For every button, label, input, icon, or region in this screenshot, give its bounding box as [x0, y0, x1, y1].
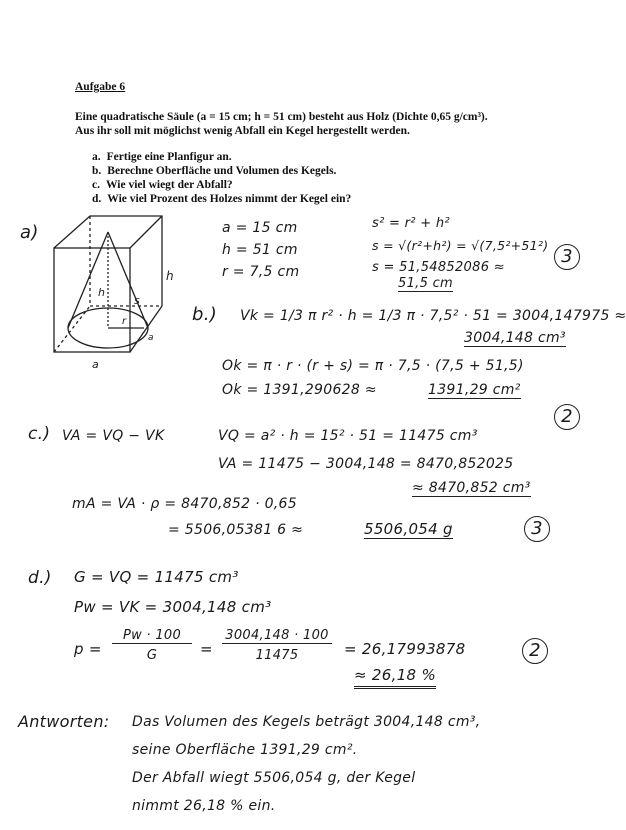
exercise-title: Aufgabe 6 [75, 81, 126, 93]
prism-top-edge [130, 216, 162, 248]
intro-line-1: Eine quadratische Säule (a = 15 cm; h = 51 cm) besteht aus Holz (Dichte 0,65 g/cm³). [75, 111, 488, 123]
waste-mass-result: 5506,054 g [364, 520, 453, 538]
score-b: 2 [554, 404, 580, 430]
slant-result: 51,5 cm [398, 276, 453, 291]
base-value-line: G = VQ = 11475 cm³ [74, 568, 239, 586]
task-item-c [92, 178, 351, 192]
cone-side-left [68, 232, 108, 328]
waste-volume-result: ≈ 8470,852 cm³ [412, 480, 531, 496]
prism-volume-line: VQ = a² · h = 15² · 51 = 11475 cm³ [218, 428, 478, 444]
cone-surface-line-1: Ok = π · r · (r + s) = π · 7,5 · (7,5 + 51,5) [222, 358, 524, 374]
task-letter: c. [92, 179, 100, 191]
score-a: 3 [554, 244, 580, 270]
answer-line-1: Das Volumen des Kegels beträgt 3004,148 cm³, [132, 714, 481, 730]
task-letter: a. [92, 151, 101, 163]
percent-result: ≈ 26,18 % [354, 666, 436, 689]
answer-line-2: seine Oberfläche 1391,29 cm². [132, 742, 358, 758]
task-text: Berechne Oberfläche und Volumen des Kegels. [107, 165, 337, 177]
task-text: Wie viel wiegt der Abfall? [105, 179, 233, 191]
label-a-bottom: a [92, 358, 99, 371]
task-letter: b. [92, 165, 102, 177]
waste-mass-line-2: = 5506,05381 6 ≈ [168, 522, 304, 538]
waste-volume-line: VA = 11475 − 3004,148 = 8470,852025 [218, 456, 514, 472]
intro-line-2: Aus ihr soll mit möglichst wenig Abfall ein Kegel hergestellt werden. [75, 125, 410, 137]
cone-side-right [108, 232, 148, 328]
part-d-label: d.) [28, 568, 52, 588]
answer-line-4: nimmt 26,18 % ein. [132, 798, 276, 814]
prism-hidden-edge [54, 306, 90, 352]
fraction-1-numerator: Pw · 100 [112, 628, 192, 644]
task-list [92, 150, 351, 206]
task-item-a [92, 150, 351, 164]
part-a-label: a) [20, 222, 39, 243]
waste-volume-formula: VA = VQ − VK [62, 428, 165, 444]
cone-volume-result: 3004,148 cm³ [464, 330, 566, 346]
cone-volume-line: Vk = 1/3 π r² · h = 1/3 π · 7,5² · 51 = 3004,147975 ≈ [240, 308, 626, 324]
percentage-value-line: Pw = VK = 3004,148 cm³ [74, 598, 272, 616]
answer-label: Antworten: [18, 712, 110, 731]
fraction-equals: = [200, 640, 213, 658]
waste-mass-line-1: mA = VA · ρ = 8470,852 · 0,65 [72, 496, 297, 512]
slant-formula-1: s² = r² + h² [372, 216, 450, 231]
task-item-b [92, 164, 351, 178]
task-text: Wie viel Prozent des Holzes nimmt der Kegel ein? [107, 193, 352, 205]
cone-surface-result: 1391,29 cm² [428, 382, 521, 398]
label-h-inner: h [98, 286, 105, 299]
fraction-2-denominator: 11475 [255, 648, 299, 663]
task-letter: d. [92, 193, 102, 205]
part-c-label: c.) [28, 424, 51, 444]
score-c: 3 [524, 516, 550, 542]
fraction-2-numerator: 3004,148 · 100 [222, 628, 332, 644]
fraction-1-denominator: G [146, 648, 158, 663]
answer-line-3: Der Abfall wiegt 5506,054 g, der Kegel [132, 770, 416, 786]
label-h-side: h [166, 269, 174, 283]
given-a: a = 15 cm [222, 220, 298, 236]
percent-lhs: p = [74, 640, 102, 658]
slant-value: s = 51,54852086 ≈ [372, 260, 505, 275]
slant-formula-2: s = √(r²+h²) = √(7,5²+51²) [372, 238, 549, 253]
label-s: s [134, 294, 140, 307]
given-h: h = 51 cm [222, 242, 298, 258]
cone-in-prism-figure [40, 210, 180, 370]
label-a-side: a [148, 333, 154, 343]
cone-surface-line-2: Ok = 1391,290628 ≈ [222, 382, 377, 398]
given-r: r = 7,5 cm [222, 264, 300, 280]
label-r: r [122, 316, 127, 327]
task-item-d [92, 192, 351, 206]
task-text: Fertige eine Planfigur an. [106, 151, 232, 163]
percent-value: = 26,17993878 [344, 640, 466, 658]
score-d: 2 [522, 638, 548, 664]
part-b-label: b.) [192, 304, 218, 325]
